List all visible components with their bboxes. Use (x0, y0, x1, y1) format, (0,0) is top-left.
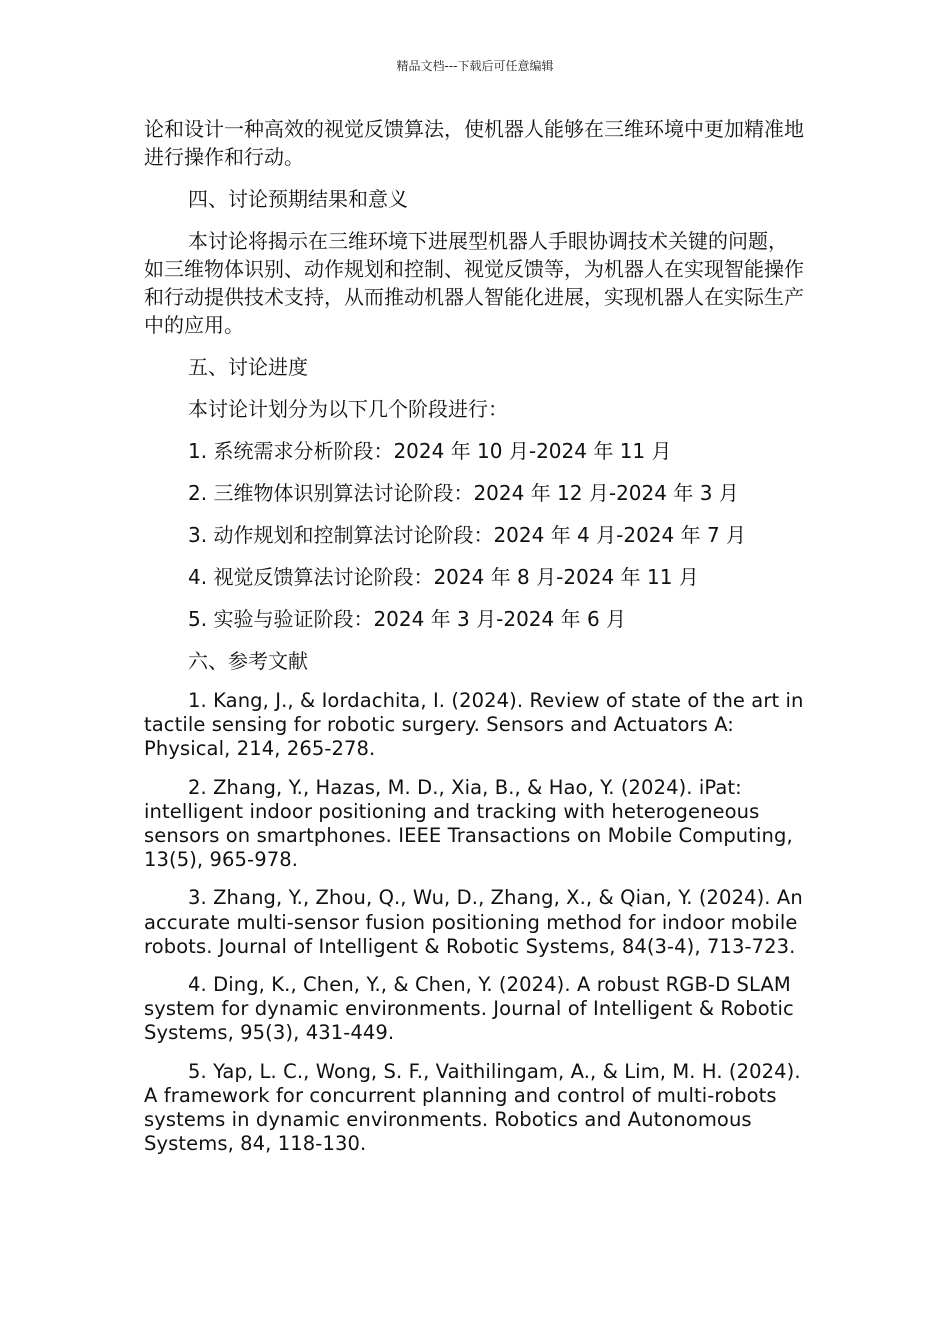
section-heading-expected-results: 四、讨论预期结果和意义 (188, 187, 408, 211)
expected-results-paragraph: 本讨论将揭示在三维环境下进展型机器人手眼协调技术关键的问题，如三维物体识别、动作规划和控制、视觉反馈等，为机器人在实现智能操作和行动提供技术支持，从而推动机器人智能化进展，实现机器人在实际生产中的应用。 (144, 229, 804, 337)
reference-item: 2. Zhang, Y., Hazas, M. D., Xia, B., & Hao, Y. (2024). iPat: intelligent indoor positioning and tracking with heterogeneous sensors on smartphones. IEEE Transactions on Mobile Computing, 13(5), 965-978. (144, 775, 793, 872)
section-heading-progress: 五、讨论进度 (188, 355, 308, 379)
schedule-item: 4. 视觉反馈算法讨论阶段：2024 年 8 月-2024 年 11 月 (188, 565, 699, 589)
page-header: 精品文档---下载后可任意编辑 (396, 59, 554, 73)
schedule-list (144, 437, 806, 633)
document-body (144, 115, 806, 1170)
intro-paragraph: 论和设计一种高效的视觉反馈算法，使机器人能够在三维环境中更加精准地进行操作和行动。 (144, 117, 804, 169)
section-heading-references: 六、参考文献 (188, 649, 308, 673)
reference-item: 3. Zhang, Y., Zhou, Q., Wu, D., Zhang, X., & Qian, Y. (2024). An accurate multi-sensor fusion positioning method for indoor mobile robots. Journal of Intelligent & Robotic Systems, 84(3-4), 713-723. (144, 886, 803, 958)
reference-item: 4. Ding, K., Chen, Y., & Chen, Y. (2024). A robust RGB-D SLAM system for dynamic environments. Journal of Intelligent & Robotic Systems, 95(3), 431-449. (144, 973, 794, 1045)
reference-list (144, 689, 806, 1156)
schedule-item: 1. 系统需求分析阶段：2024 年 10 月-2024 年 11 月 (188, 439, 672, 463)
schedule-item: 5. 实验与验证阶段：2024 年 3 月-2024 年 6 月 (188, 607, 627, 631)
reference-item: 1. Kang, J., & Iordachita, I. (2024). Review of state of the art in tactile sensing for robotic surgery. Sensors and Actuators A: Physical, 214, 265-278. (144, 689, 804, 761)
schedule-item: 3. 动作规划和控制算法讨论阶段：2024 年 4 月-2024 年 7 月 (188, 523, 747, 547)
schedule-item: 2. 三维物体识别算法讨论阶段：2024 年 12 月-2024 年 3 月 (188, 481, 739, 505)
reference-item: 5. Yap, L. C., Wong, S. F., Vaithilingam, A., & Lim, M. H. (2024). A framework for concurrent planning and control of multi-robots systems in dynamic environments. Robotics and Autonomous Systems, 84, 118-130. (144, 1059, 801, 1156)
progress-intro: 本讨论计划分为以下几个阶段进行： (188, 397, 508, 421)
